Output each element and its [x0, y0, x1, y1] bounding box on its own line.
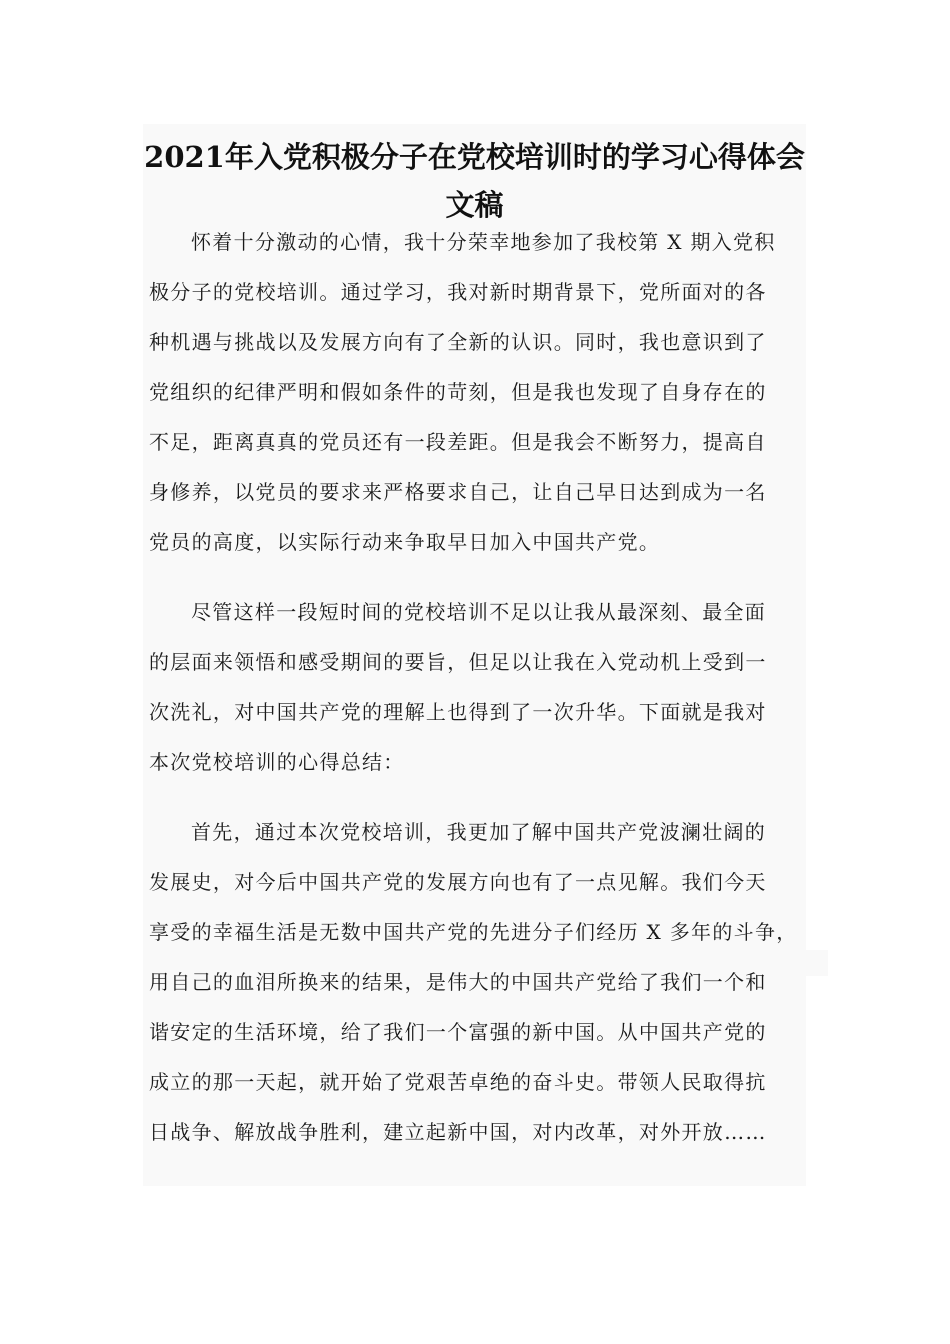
- paragraph-line: 日战争、解放战争胜利，建立起新中国，对内改革，对外开放……: [149, 1120, 767, 1144]
- paragraph-line: 党组织的纪律严明和假如条件的苛刻，但是我也发现了自身存在的: [149, 380, 767, 404]
- paragraph-line: 怀着十分激动的心情，我十分荣幸地参加了我校第 X 期入党积: [191, 230, 776, 254]
- document-content: [143, 124, 806, 1186]
- paragraph-line: 不足，距离真真的党员还有一段差距。但是我会不断努力，提高自: [149, 430, 767, 454]
- paragraph-line: 身修养，以党员的要求来严格要求自己，让自己早日达到成为一名: [149, 480, 767, 504]
- document-title-line-1: 2021年入党积极分子在党校培训时的学习心得体会: [144, 140, 805, 174]
- paragraph-line: 本次党校培训的心得总结：: [149, 750, 405, 774]
- document-title-line-2: 文稿: [445, 188, 504, 222]
- text-overflow-strip: [806, 950, 828, 976]
- paragraph-line: 次洗礼，对中国共产党的理解上也得到了一次升华。下面就是我对: [149, 700, 767, 724]
- paragraph-line: 成立的那一天起，就开始了党艰苦卓绝的奋斗史。带领人民取得抗: [149, 1070, 767, 1094]
- paragraph-line: 首先，通过本次党校培训，我更加了解中国共产党波澜壮阔的: [191, 820, 767, 844]
- paragraph-line: 种机遇与挑战以及发展方向有了全新的认识。同时，我也意识到了: [149, 330, 767, 354]
- paragraph-line: 尽管这样一段短时间的党校培训不足以让我从最深刻、最全面: [191, 600, 767, 624]
- paragraph-line: 党员的高度，以实际行动来争取早日加入中国共产党。: [149, 530, 661, 554]
- paragraph-line: 的层面来领悟和感受期间的要旨，但足以让我在入党动机上受到一: [149, 650, 767, 674]
- paragraph-line: 极分子的党校培训。通过学习，我对新时期背景下，党所面对的各: [149, 280, 767, 304]
- paragraph-line: 用自己的血泪所换来的结果，是伟大的中国共产党给了我们一个和: [149, 970, 767, 994]
- paragraph-line: 发展史，对今后中国共产党的发展方向也有了一点见解。我们今天: [149, 870, 767, 894]
- paragraph-line: 享受的幸福生活是无数中国共产党的先进分子们经历 X 多年的斗争，: [149, 920, 798, 944]
- paragraph-line: 谐安定的生活环境，给了我们一个富强的新中国。从中国共产党的: [149, 1020, 767, 1044]
